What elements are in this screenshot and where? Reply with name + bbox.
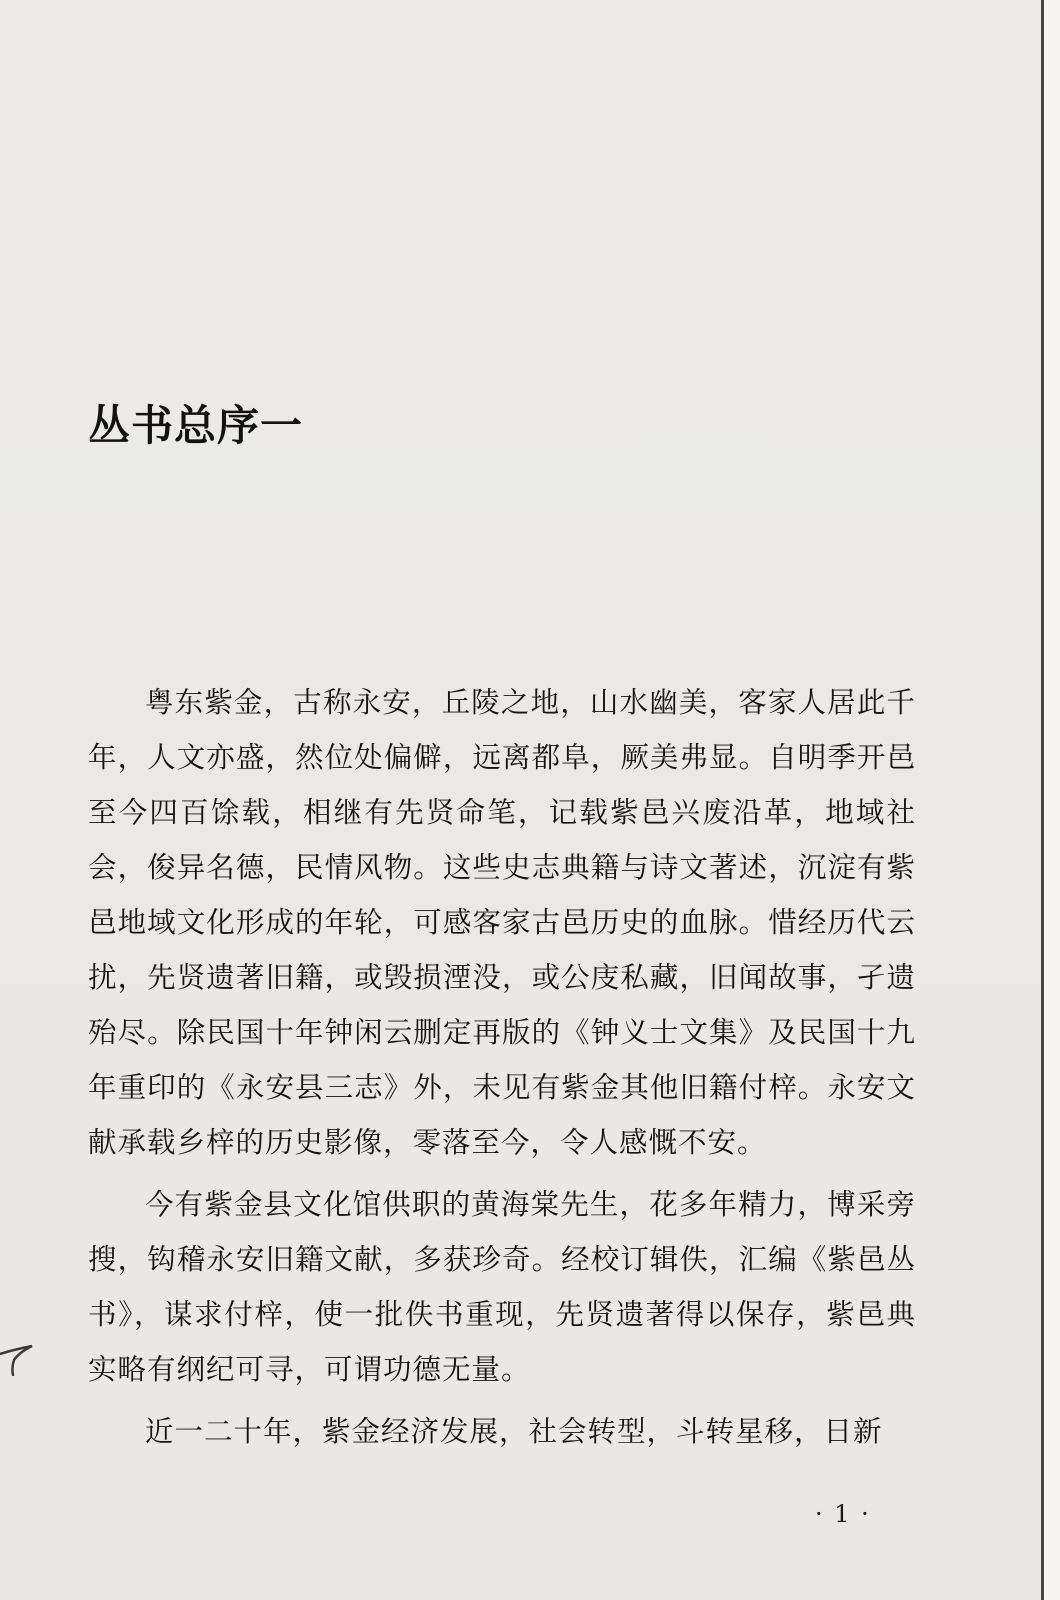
page-right-margin — [1044, 0, 1060, 1600]
body-text — [88, 675, 916, 1466]
paragraph: 近一二十年，紫金经济发展，社会转型，斗转星移，日新 — [145, 1415, 883, 1448]
binding-mark-icon — [0, 1340, 38, 1376]
paragraph: 今有紫金县文化馆供职的黄海棠先生，花多年精力，博采旁搜，钩稽永安旧籍文献，多获珍奇。经校订辑佚，汇编《紫邑丛书》，谋求付梓，使一批佚书重现，先贤遗著得以保存，紫邑典实略有纲纪可寻，可谓功德无量。 — [88, 1188, 916, 1386]
page-edge-line — [1041, 0, 1044, 1600]
chapter-title: 丛书总序一 — [88, 401, 304, 450]
page-number: · 1 · — [815, 1500, 871, 1528]
paragraph: 粤东紫金，古称永安，丘陵之地，山水幽美，客家人居此千年，人文亦盛，然位处偏僻，远离都阜，厥美弗显。自明季开邑至今四百馀载，相继有先贤命笔，记载紫邑兴废沿革，地域社会，俊异名德，民情风物。这些史志典籍与诗文著述，沉淀有紫邑地域文化形成的年轮，可感客家古邑历史的血脉。惜经历代云扰，先贤遗著旧籍，或毁损湮没，或公庋私藏，旧闻故事，孑遗殆尽。除民国十年钟闲云删定再版的《钟义士文集》及民国十九年重印的《永安县三志》外，未见有紫金其他旧籍付梓。永安文献承载乡梓的历史影像，零落至今，令人感慨不安。 — [88, 686, 916, 1159]
